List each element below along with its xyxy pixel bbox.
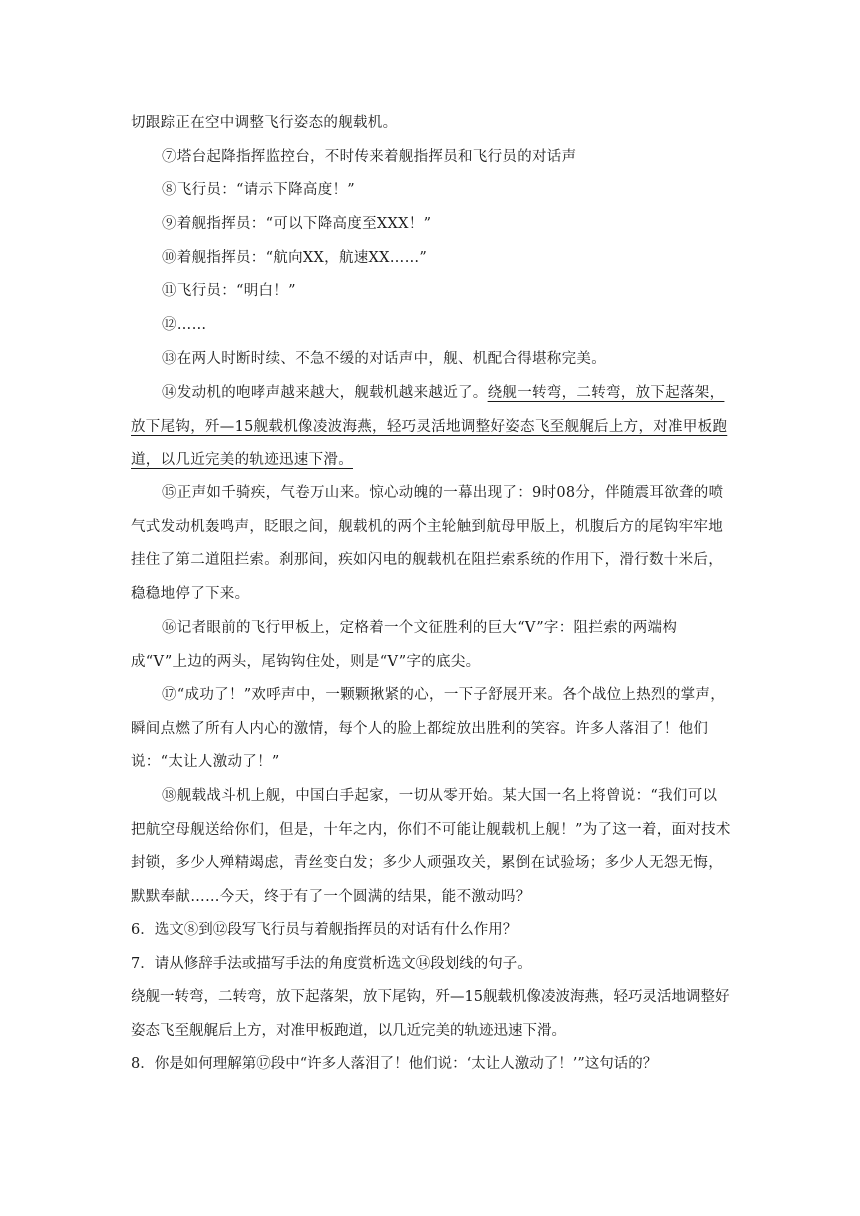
paragraph-13: ⑬在两人时断时续、不急不缓的对话声中，舰、机配合得堪称完美。 bbox=[162, 351, 606, 367]
paragraph-8: ⑧飞行员：“请示下降高度！” bbox=[162, 182, 356, 198]
paragraph-12: ⑫…… bbox=[162, 317, 207, 333]
paragraph-14 bbox=[131, 377, 731, 478]
paragraph-14-underlined-sentence: 绕舰一转弯，二转弯，放下起落架，放下尾钩，歼—15舰载机像凌波海燕，轻巧灵活地调整好姿态飞至舰艉后上方，对准甲板跑道，以几近完美的轨迹迅速下滑。 bbox=[131, 385, 728, 468]
question-6: 6．选文⑧到⑫段写飞行员与着舰指挥员的对话有什么作用？ bbox=[131, 922, 518, 938]
question-8: 8．你是如何理解第⑰段中“许多人落泪了！他们说：‘太让人激动了！’”这句话的？ bbox=[131, 1056, 658, 1072]
paragraph-16: ⑯记者眼前的飞行甲板上，定格着一个文征胜利的巨大“V”字：阻拦索的两端构成“V”上边的两头，尾钩钩住处，则是“V”字的底尖。 bbox=[131, 620, 678, 670]
question-7-quoted-sentence: 绕舰一转弯，二转弯，放下起落架，放下尾钩，歼—15舰载机像凌波海燕，轻巧灵活地调整好姿态飞至舰艉后上方，对准甲板跑道，以几近完美的轨迹迅速下滑。 bbox=[131, 989, 730, 1039]
paragraph-10: ⑩着舰指挥员：“航向XX，航速XX……” bbox=[162, 250, 428, 266]
paragraph-9: ⑨着舰指挥员：“可以下降高度至XXX！” bbox=[162, 216, 432, 232]
paragraph-17: ⑰“成功了！”欢呼声中，一颗颗揪紧的心，一下子舒展开来。各个战位上热烈的掌声，瞬间点燃了所有人内心的激情，每个人的脸上都绽放出胜利的笑容。许多人落泪了！他们说：“太让人激动了！” bbox=[131, 687, 726, 770]
paragraph-18: ⑱舰载战斗机上舰，中国白手起家，一切从零开始。某大国一名上将曾说：“我们可以把航空母舰送给你们，但是，十年之内，你们不可能让舰载机上舰！”为了这一着，面对技术封锁，多少人殚精竭虑，青丝变白发；多少人顽强攻关，累倒在试验场；多少人无怨无悔，默默奉献……今天，终于有了一个圆满的结果，能不激动吗？ bbox=[131, 788, 731, 905]
paragraph-15: ⑮正声如千骑疾，气卷万山来。惊心动魄的一幕出现了：9时08分，伴随震耳欲聋的喷气式发动机轰鸣声，眨眼之间，舰载机的两个主轮触到航母甲版上，机腹后方的尾钩牢牢地挂住了第二道阻拦索。刹那间，疾如闪电的舰载机在阻拦索系统的作用下，滑行数十米后，稳稳地停了下来。 bbox=[131, 485, 724, 602]
paragraph-11: ⑪飞行员：“明白！” bbox=[162, 283, 296, 299]
paragraph-14-plain-text: ⑭发动机的咆哮声越来越大，舰载机越来越近了。 bbox=[162, 385, 488, 401]
paragraph-7: ⑦塔台起降指挥监控台，不时传来着舰指挥员和飞行员的对话声 bbox=[162, 149, 577, 165]
passage-intro-line: 切跟踪正在空中调整飞行姿态的舰载机。 bbox=[131, 115, 398, 131]
question-7: 7．请从修辞手法或描写手法的角度赏析选文⑭段划线的句子。 bbox=[131, 956, 532, 972]
